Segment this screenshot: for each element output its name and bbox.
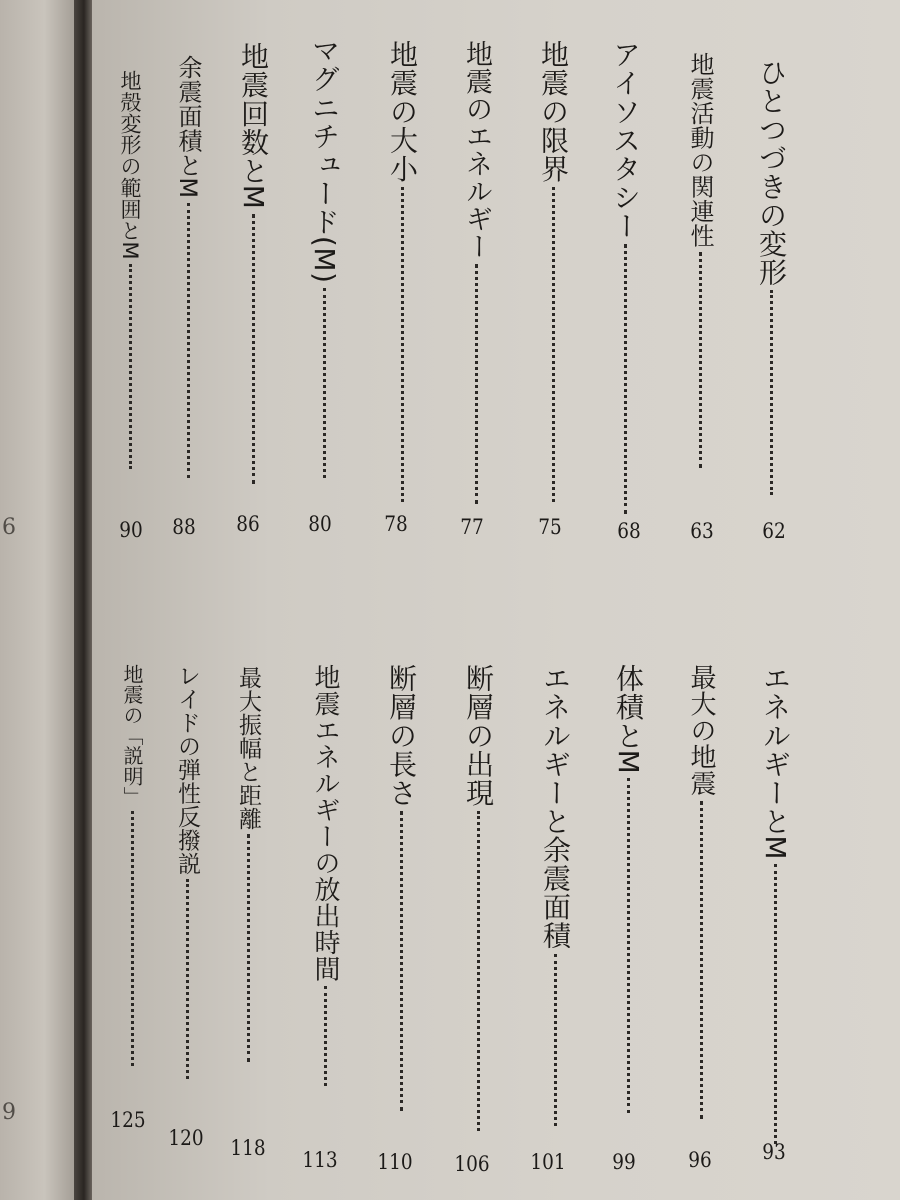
toc-entry-title: 体積とM (612, 664, 645, 775)
toc-entry (458, 664, 498, 1135)
toc-entry (535, 664, 575, 1130)
toc-entry-title: 最大振幅と距離 (235, 666, 261, 831)
toc-entry-title: 最大の地震 (686, 664, 716, 797)
left-page-number-fragment: 6 (2, 515, 16, 540)
toc-entry (608, 664, 648, 1117)
toc-page-number: 120 (168, 1126, 204, 1150)
dot-leader (774, 864, 777, 1144)
toc-page-number: 118 (230, 1136, 266, 1160)
toc-page-number: 88 (172, 515, 196, 539)
toc-entry (605, 40, 645, 518)
toc-page-number: 99 (612, 1150, 636, 1174)
toc-entry (307, 664, 344, 1090)
toc-entry (304, 36, 344, 482)
toc-entry-title: 地震の大小 (386, 40, 419, 183)
toc-page-number: 101 (530, 1150, 566, 1174)
toc-entry (233, 42, 273, 488)
toc-page-number: 93 (762, 1140, 786, 1164)
dot-leader (401, 187, 404, 502)
toc-page-number: 62 (762, 519, 786, 543)
dot-leader (700, 801, 703, 1119)
toc-entry-title: マグニチュード(M) (308, 36, 341, 284)
toc-entry (381, 664, 421, 1115)
toc-entry-title: ひとつづきの変形 (755, 58, 788, 287)
toc-entry (755, 664, 795, 1148)
toc-page-number: 106 (454, 1152, 490, 1176)
toc-entry-title: 地震の「説明」 (120, 664, 144, 807)
toc-entry (457, 40, 496, 508)
toc-page-number: 110 (377, 1150, 413, 1174)
toc-page-number: 75 (538, 515, 562, 539)
toc-entry (171, 55, 206, 482)
toc-entry-title: アイソスタシー (609, 40, 642, 240)
dot-leader (624, 244, 627, 514)
toc-entry-title: 地震の限界 (537, 40, 570, 183)
dot-leader (627, 778, 630, 1113)
toc-entry-title: 余震面積とM (174, 55, 202, 199)
toc-entry (683, 664, 720, 1123)
toc-entry (683, 52, 718, 472)
toc-page-number: 78 (384, 512, 408, 536)
dot-leader (252, 214, 255, 484)
dot-leader (699, 252, 702, 468)
dot-leader (770, 290, 773, 495)
toc-entry (751, 58, 791, 499)
dot-leader (477, 811, 480, 1131)
dot-leader (247, 834, 250, 1062)
dot-leader (187, 203, 190, 478)
toc-entry-title: 断層の出現 (462, 664, 495, 807)
toc-entry-title: 地震活動の関連性 (686, 52, 714, 248)
toc-page-number: 90 (119, 518, 143, 542)
left-page-number-fragment: 9 (2, 1100, 16, 1125)
dot-leader (475, 264, 478, 504)
dot-leader (400, 811, 403, 1111)
toc-page-number: 68 (617, 519, 641, 543)
toc-page-number: 113 (302, 1148, 338, 1172)
dot-leader (554, 954, 557, 1126)
book-gutter (74, 0, 92, 1200)
toc-page-number: 63 (690, 519, 714, 543)
toc-entry (382, 40, 422, 506)
toc-entry-title: 地震エネルギーの放出時間 (310, 664, 340, 983)
toc-entry (232, 666, 265, 1066)
toc-entry-title: 地震のエネルギー (461, 40, 492, 261)
toc-entry-title: 地震回数とM (237, 42, 270, 210)
toc-entry (171, 664, 204, 1083)
toc-entry-title: エネルギーとM (759, 664, 792, 861)
toc-entry (533, 40, 573, 506)
toc-entry-title: エネルギーと余震面積 (539, 664, 572, 950)
dot-leader (552, 187, 555, 502)
toc-entry (115, 70, 145, 473)
left-page-fragments (0, 0, 74, 1200)
dot-leader (324, 986, 327, 1086)
toc-page-number: 96 (688, 1148, 712, 1172)
dot-leader (323, 288, 326, 478)
toc-entry-title: レイドの弾性反撥説 (174, 664, 200, 876)
dot-leader (129, 264, 132, 469)
toc-entry-title: 地殻変形の範囲とM (118, 70, 142, 260)
toc-page-number: 77 (460, 515, 484, 539)
toc-entry-title: 断層の長さ (385, 664, 418, 807)
toc-page-number: 80 (308, 512, 332, 536)
toc-page-number: 125 (110, 1108, 146, 1132)
toc-entry (118, 664, 147, 1070)
toc-page-number: 86 (236, 512, 260, 536)
dot-leader (186, 879, 189, 1079)
dot-leader (131, 811, 134, 1066)
